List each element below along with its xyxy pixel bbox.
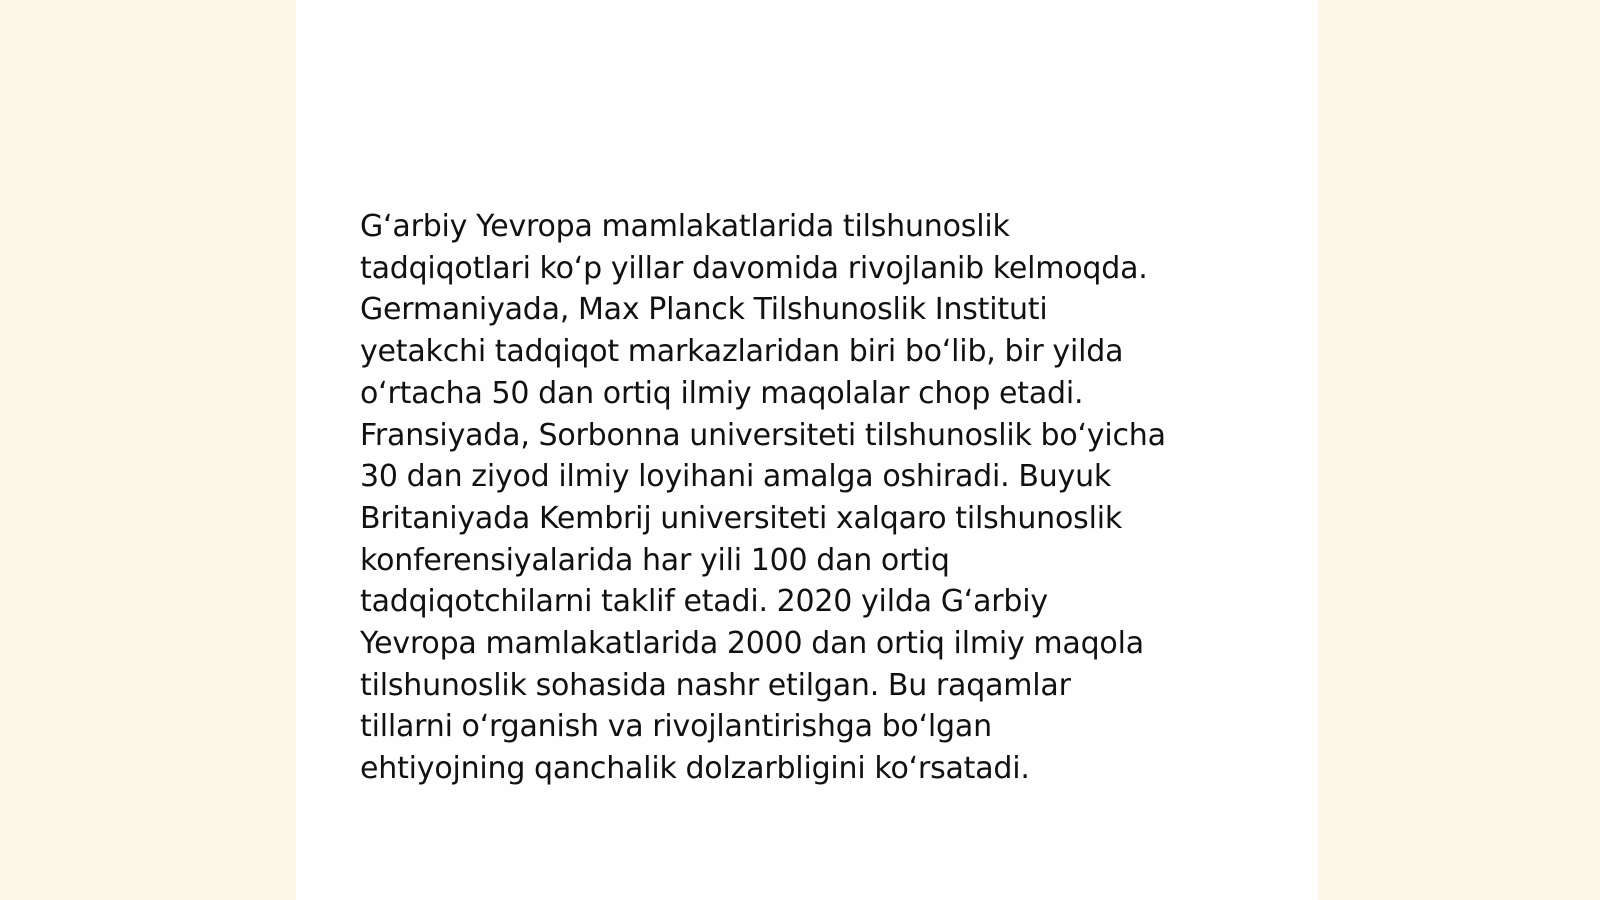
paragraph-line: ehtiyojning qanchalik dolzarbligini ko‘rsatadi. (360, 751, 1030, 787)
document-page (296, 0, 1318, 900)
paragraph-line: Yevropa mamlakatlarida 2000 dan ortiq ilmiy maqola (360, 626, 1144, 662)
paragraph-line: 30 dan ziyod ilmiy loyihani amalga oshiradi. Buyuk (360, 459, 1112, 495)
paragraph-line: Germaniyada, Max Planck Tilshunoslik Instituti (360, 292, 1048, 328)
paragraph-line: Fransiyada, Sorbonna universiteti tilshunoslik bo‘yicha (360, 417, 1166, 453)
paragraph-line: tillarni o‘rganish va rivojlantirishga bo‘lgan (360, 709, 992, 745)
paragraph-line: konferensiyalarida har yili 100 dan ortiq (360, 542, 950, 578)
paragraph-line: Britaniyada Kembrij universiteti xalqaro tilshunoslik (360, 500, 1123, 536)
body-paragraph (360, 206, 1260, 790)
paragraph-line: yetakchi tadqiqot markazlaridan biri bo‘lib, bir yilda (360, 334, 1124, 370)
paragraph-line: G‘arbiy Yevropa mamlakatlarida tilshunoslik (360, 209, 1010, 244)
paragraph-line: tadqiqotchilarni taklif etadi. 2020 yilda G‘arbiy (360, 584, 1048, 620)
paragraph-line: o‘rtacha 50 dan ortiq ilmiy maqolalar chop etadi. (360, 375, 1084, 411)
paragraph-line: tadqiqotlari ko‘p yillar davomida rivojlanib kelmoqda. (360, 250, 1148, 286)
paragraph-line: tilshunoslik sohasida nashr etilgan. Bu raqamlar (360, 667, 1071, 703)
